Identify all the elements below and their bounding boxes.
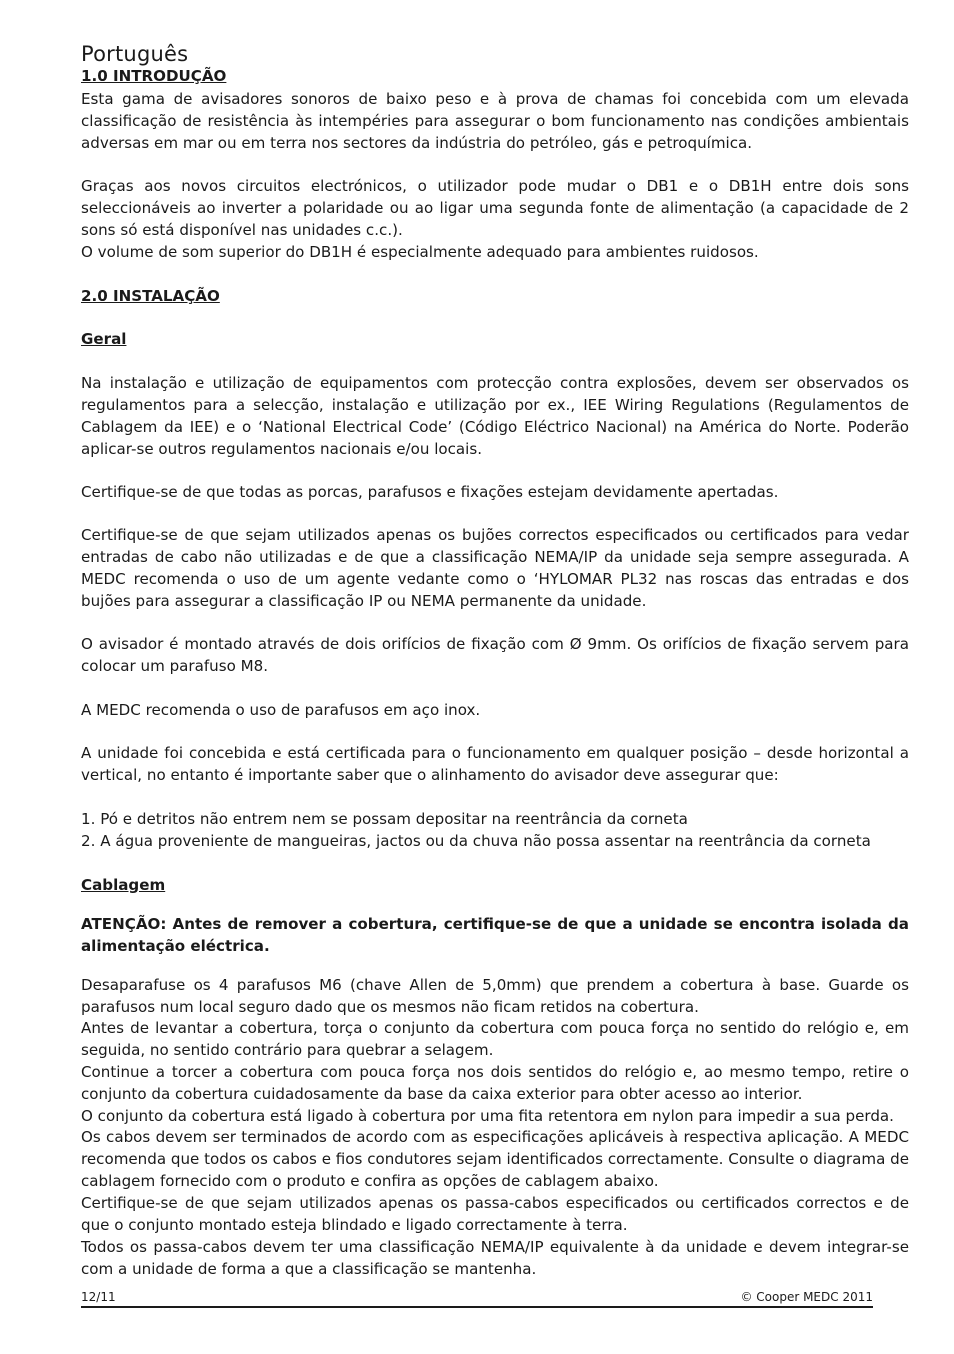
general-heading: Geral: [81, 330, 127, 348]
general-paragraph-5: A MEDC recomenda o uso de parafusos em aço inox.: [81, 701, 481, 719]
wiring-paragraph-5: Os cabos devem ser terminados de acordo com as especificações aplicáveis à respectiva aplicação. A MEDC recomenda que todos os cabos e fios condutores sejam identificados correctamente. Consulte o diagrama de cablagem fornecido com o produto e confira as opções de cablagem abaixo.: [81, 1128, 909, 1190]
page-code: 12/11: [81, 1290, 116, 1304]
wiring-paragraph-6: Certifique-se de que sejam utilizados apenas os passa-cabos especificados ou certificados correctos e de que o conjunto montado esteja blindado e ligado correctamente à terra.: [81, 1194, 909, 1234]
intro-paragraph-3: O volume de som superior do DB1H é especialmente adequado para ambientes ruidosos.: [81, 243, 759, 261]
wiring-paragraph-7: Todos os passa-cabos devem ter uma classificação NEMA/IP equivalente à da unidade e devem integrar-se com a unidade de forma a que a classificação se mantenha.: [81, 1238, 909, 1278]
installation-heading: 2.0 INSTALAÇÃO: [81, 287, 220, 305]
intro-paragraph-1: Esta gama de avisadores sonoros de baixo peso e à prova de chamas foi concebida com um elevada classificação de resistência às intempéries para assegurar o bom funcionamento nas condições ambientais adversas em mar ou em terra nos sectores da indústria do petróleo, gás e petroquímica.: [81, 90, 909, 152]
wiring-paragraph-4: O conjunto da cobertura está ligado à cobertura por uma fita retentora em nylon para impedir a sua perda.: [81, 1107, 894, 1125]
wiring-paragraph-1: Desaparafuse os 4 parafusos M6 (chave Allen de 5,0mm) que prendem a cobertura à base. Guarde os parafusos num local seguro dado que os mesmos não ficam retidos na cobertura.: [81, 976, 909, 1016]
general-paragraph-1: Na instalação e utilização de equipamentos com protecção contra explosões, devem ser observados os regulamentos para a selecção, instalação e utilização por ex., IEE Wiring Regulations (Regulamentos de Cablagem da IEE) e o ‘National Electrical Code’ (Código Eléctrico Nacional) na América do Norte. Poderão aplicar-se outros regulamentos nacionais e/ou locais.: [81, 374, 909, 458]
general-paragraph-6: A unidade foi concebida e está certificada para o funcionamento em qualquer posição – desde horizontal a vertical, no entanto é importante saber que o alinhamento do avisador deve assegurar que:: [81, 744, 909, 784]
language-title: Português: [81, 42, 189, 66]
introduction-heading: 1.0 INTRODUÇÃO: [81, 67, 227, 85]
footer-divider: [81, 1306, 873, 1308]
wiring-paragraph-2: Antes de levantar a cobertura, torça o conjunto da cobertura com pouca força no sentido do relógio e, em seguida, no sentido contrário para quebrar a selagem.: [81, 1019, 909, 1059]
list-item: 1. Pó e detritos não entrem nem se possam depositar na reentrância da corneta: [81, 810, 688, 828]
general-paragraph-3: Certifique-se de que sejam utilizados apenas os bujões correctos especificados ou certificados para vedar entradas de cabo não utilizadas e de que a classificação NEMA/IP da unidade seja sempre assegurada. A MEDC recomenda o uso de um agente vedante como o ‘HYLOMAR PL32 nas roscas das entradas e dos bujões para assegurar a classificação IP ou NEMA permanente da unidade.: [81, 526, 909, 610]
warning-notice: ATENÇÃO: Antes de remover a cobertura, certifique-se de que a unidade se encontra isolada da alimentação eléctrica.: [81, 915, 909, 955]
general-paragraph-2: Certifique-se de que todas as porcas, parafusos e fixações estejam devidamente apertadas.: [81, 483, 779, 501]
intro-paragraph-2: Graças aos novos circuitos electrónicos, o utilizador pode mudar o DB1 e o DB1H entre dois sons seleccionáveis ao inverter a polaridade ou ao ligar uma segunda fonte de alimentação (a capacidade de 2 sons só está disponível nas unidades c.c.).: [81, 177, 909, 239]
wiring-heading: Cablagem: [81, 876, 166, 894]
general-paragraph-4: O avisador é montado através de dois orifícios de fixação com Ø 9mm. Os orifícios de fixação servem para colocar um parafuso M8.: [81, 635, 909, 675]
copyright-notice: © Cooper MEDC 2011: [740, 1290, 873, 1304]
list-item: 2. A água proveniente de mangueiras, jactos ou da chuva não possa assentar na reentrância da corneta: [81, 832, 871, 850]
wiring-paragraph-3: Continue a torcer a cobertura com pouca força nos dois sentidos do relógio e, ao mesmo tempo, retire o conjunto da cobertura cuidadosamente da base da caixa exterior para obter acesso ao interior.: [81, 1063, 909, 1103]
